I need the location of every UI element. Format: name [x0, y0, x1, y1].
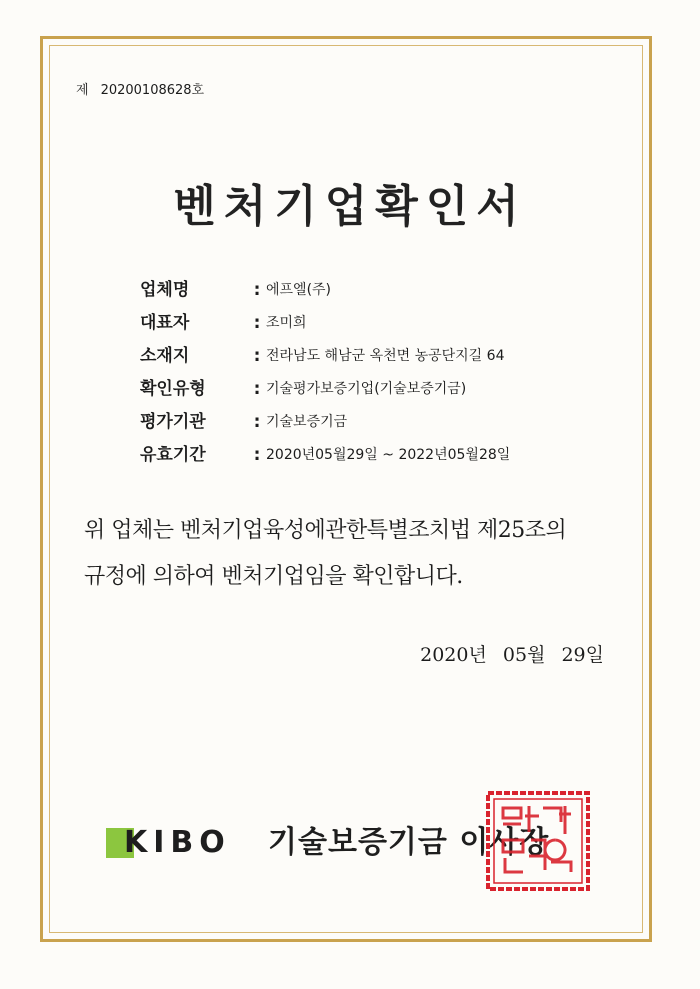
issuer-name: 기술보증기금 이사장	[268, 825, 550, 860]
official-seal-icon	[485, 790, 591, 892]
field-value: 전라남도 해남군 옥천면 농공단지길 64	[266, 348, 505, 364]
statement-line: 위 업체는 벤처기업육성에관한특별조치법 제25조의	[84, 518, 567, 543]
field-colon: :	[253, 313, 261, 333]
field-value: 2020년05월29일 ~ 2022년05월28일	[266, 447, 511, 463]
issue-day: 29일	[561, 644, 604, 666]
document-title: 벤처기업확인서	[173, 181, 527, 232]
field-value: 조미희	[266, 315, 307, 331]
field-label: 업체명	[140, 280, 190, 300]
field-row-address	[140, 340, 510, 373]
field-row-evaluator	[140, 406, 510, 439]
field-row-validity	[140, 439, 510, 472]
field-colon: :	[253, 346, 261, 366]
field-value: 에프엘(주)	[266, 282, 332, 298]
field-colon: :	[253, 280, 261, 300]
field-label: 확인유형	[140, 379, 206, 399]
certificate-number-value: 20200108628	[100, 83, 192, 98]
certificate-number-suffix: 호	[191, 83, 205, 98]
issue-year: 2020년	[420, 644, 487, 666]
issue-month: 05월	[502, 644, 546, 666]
field-label: 대표자	[140, 313, 190, 333]
certificate-number-prefix: 제	[76, 83, 89, 98]
field-label: 유효기간	[140, 445, 206, 465]
statement-line: 규정에 의하여 벤처기업임을 확인합니다.	[84, 564, 463, 589]
field-row-confirmation-type	[140, 373, 510, 406]
issue-date	[420, 640, 604, 667]
field-value: 기술평가보증기업(기술보증기금)	[266, 381, 467, 397]
field-label: 소재지	[140, 346, 190, 366]
field-colon: :	[253, 412, 261, 432]
kibo-logo: KIBO	[124, 825, 231, 860]
field-value: 기술보증기금	[266, 414, 348, 430]
field-colon: :	[253, 445, 261, 465]
field-row-company	[140, 274, 510, 307]
certificate-number	[76, 79, 204, 98]
info-table	[140, 274, 510, 472]
field-label: 평가기관	[140, 412, 206, 432]
field-row-representative	[140, 307, 510, 340]
field-colon: :	[253, 379, 261, 399]
certificate-statement	[84, 508, 624, 600]
